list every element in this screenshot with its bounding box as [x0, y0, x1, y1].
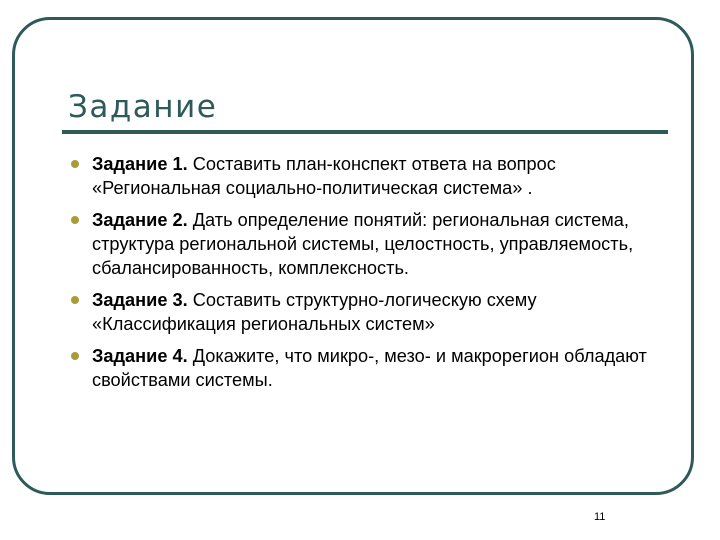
- task-label: Задание 1.: [92, 154, 188, 174]
- title-underline: [62, 130, 668, 134]
- task-item-2: [64, 208, 664, 280]
- slide-title: Задание: [68, 89, 218, 125]
- task-item-1: [64, 152, 664, 200]
- task-label: Задание 4.: [92, 346, 188, 366]
- bullet-icon: [71, 160, 79, 168]
- task-item-3: [64, 288, 664, 336]
- bullet-icon: [71, 352, 79, 360]
- task-label: Задание 3.: [92, 290, 188, 310]
- task-text: Составить структурно-логическую схему «Классификация региональных систем»: [92, 290, 537, 334]
- bullet-icon: [71, 216, 79, 224]
- task-list: [64, 152, 664, 400]
- task-item-4: [64, 344, 664, 392]
- task-text: Составить план-конспект ответа на вопрос «Региональная социально-политическая система» .: [92, 154, 556, 198]
- task-text: Дать определение понятий: региональная система, структура региональной системы, целостность, управляемость, сбалансированность, комплексность.: [92, 210, 634, 278]
- page-number: 11: [594, 511, 606, 523]
- task-label: Задание 2.: [92, 210, 188, 230]
- bullet-icon: [71, 296, 79, 304]
- task-text: Докажите, что микро-, мезо- и макрорегион обладают свойствами системы.: [92, 346, 647, 390]
